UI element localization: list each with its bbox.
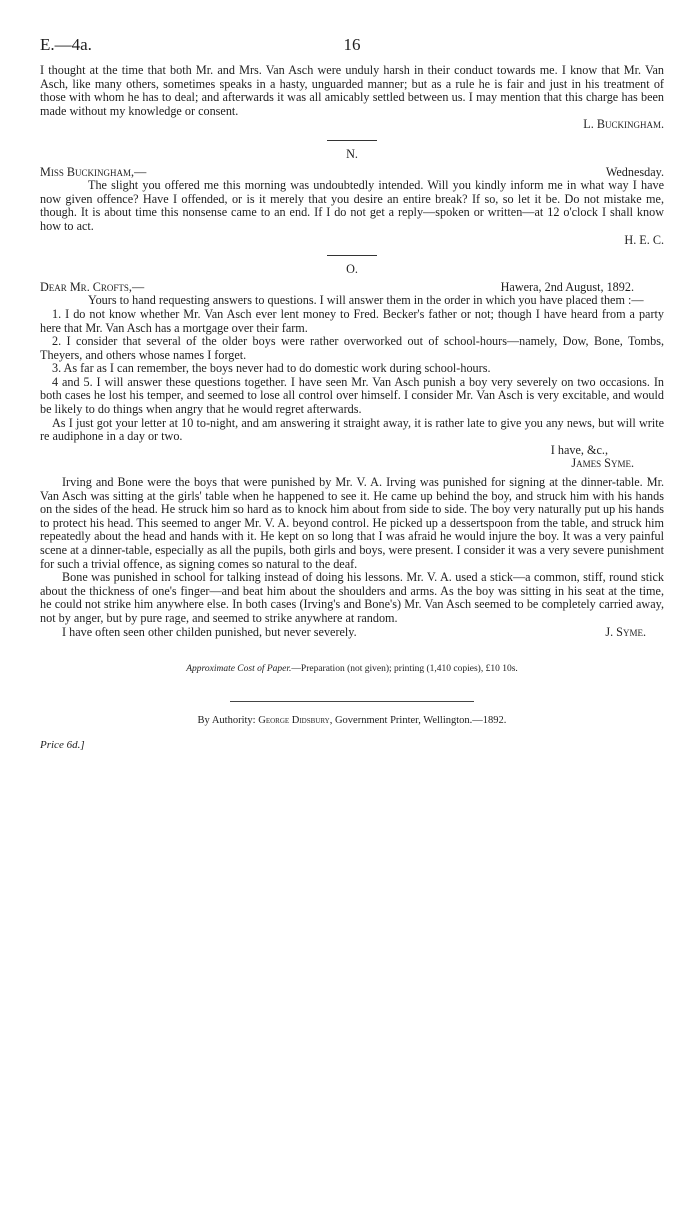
letter-o-answer-1: 1. I do not know whether Mr. Van Asch ever lent money to Fred. Becker's father or not; though I have heard from a party here that Mr. Van Asch has a mortgage over their farm. xyxy=(40,306,664,335)
document-reference: E.—4a. xyxy=(40,35,92,54)
letter-o-salutation: Dear Mr. Crofts,— xyxy=(40,279,145,294)
cost-label: Approximate Cost of Paper. xyxy=(186,664,292,675)
cost-text: —Preparation (not given); printing (1,410 copies), £10 10s. xyxy=(291,664,518,675)
printer-name: George Didsbury xyxy=(258,714,330,726)
letter-n-salutation: Miss Buckingham,— xyxy=(40,164,147,179)
letter-n-signature: H. E. C. xyxy=(624,232,664,247)
letter-o-closing-row xyxy=(40,444,664,458)
price: Price 6d.] xyxy=(40,739,85,752)
letter-o-heading xyxy=(40,281,664,295)
letter-o-closing: I have, &c., xyxy=(550,442,608,457)
letter-o-label: O. xyxy=(346,262,358,277)
cost-note xyxy=(40,663,664,677)
letter-n-label: N. xyxy=(346,146,358,161)
page-number: 16 xyxy=(343,35,361,54)
letter-n-body: The slight you offered me this morning was undoubtedly intended. Will you kindly inform me in what way I have now given offence? Have I offended, or is it merely that you desire an entire break? If so, so let it be. Do not mistake me, though. It is about time this nonsense came to an end. If I do not get a reply—spoken or written—at 12 o'clock I shall know how to act. xyxy=(40,178,664,233)
letter-n-heading xyxy=(40,166,664,180)
letter-n-day: Wednesday. xyxy=(605,164,664,179)
letter-o-place-date: Hawera, 2nd August, 1892. xyxy=(500,279,634,294)
syme-final-row xyxy=(40,626,664,640)
authority-prefix: By Authority: xyxy=(197,714,256,726)
syme-statement-para-1: Irving and Bone were the boys that were punished by Mr. V. A. Irving was punished for signing at the dinner-table. Mr. Van Asch was sitting at the girls' table when he happened to see it. He came up behind the boy, and struck him with his hands on the sides of the head. He struck him so hard as to knock him about from side to side. The boy very naturally put up his hands to protect his head. This seemed to anger Mr. V. A. beyond control. He picked up a dessertspoon from the table, and struck him repeatedly about the head and hands with it. He kept on so long that I was afraid he would injure the boy. It was a very painful scene at a dinner-table, especially as all the pupils, both girls and boys, were present. I consider it was a very severe punishment for such a trivial offence, as signing comes so natural to the deaf. xyxy=(40,475,664,571)
syme-statement-para-2: Bone was punished in school for talking instead of doing his lessons. Mr. V. A. used a stick—a common, stiff, round stick about the thickness of one's finger—and beat him about the shoulders and arms. As the boy was sitting in his seat at the time, he could not strike him anywhere else. In both cases (Irving's and Bone's) Mr. Van Asch seemed to be completely carried away, not by anger, but by pure rage, and seemed to strike anywhere at random. xyxy=(40,570,664,625)
letter-o-closing-paragraph: As I just got your letter at 10 to-night, and am answering it straight away, it is rather late to give you any news, but will write re audiphone in a day or two. xyxy=(40,415,664,444)
letter-o-answer-2: 2. I consider that several of the older boys were rather overworked out of school-hours—namely, Dow, Bone, Tombs, Theyers, and others whose names I forget. xyxy=(40,334,664,362)
footer-divider xyxy=(230,701,474,702)
authority-suffix: , Government Printer, Wellington.—1892. xyxy=(329,714,507,726)
printer-imprint xyxy=(40,714,664,728)
letter-o-intro: Yours to hand requesting answers to questions. I will answer them in the order in which you have placed them :— xyxy=(88,293,644,308)
syme-signature: J. Syme. xyxy=(605,624,646,639)
section-divider xyxy=(327,255,377,256)
page-header xyxy=(40,35,664,64)
letter-o-signature: James Syme. xyxy=(571,456,634,471)
section-divider xyxy=(327,140,377,141)
signature-buckingham: L. Buckingham. xyxy=(583,117,664,132)
letter-o-answer-3: 3. As far as I can remember, the boys never had to do domestic work during school-hours. xyxy=(52,361,491,376)
document-page xyxy=(40,35,664,753)
syme-statement-para-3: I have often seen other childen punished, but never severely. xyxy=(62,624,357,639)
buckingham-statement: I thought at the time that both Mr. and Mrs. Van Asch were unduly harsh in their conduct towards me. I know that Mr. Van Asch, like many others, sometimes speaks in a hasty, unguarded manner; but as a rule he is fair and just in his treatment of those with whom he has to deal; and afterwards it was all amicably settled between us. I may mention that this charge has been made without my knowledge or consent. xyxy=(40,63,664,118)
letter-o-answer-4-5: 4 and 5. I will answer these questions together. I have seen Mr. Van Asch punish a boy very severely on two occasions. In both cases he lost his temper, and seemed to lose all control over himself. I consider Mr. Van Asch is very excitable, and would be likely to do things when angry that he would regret afterwards. xyxy=(40,374,664,417)
